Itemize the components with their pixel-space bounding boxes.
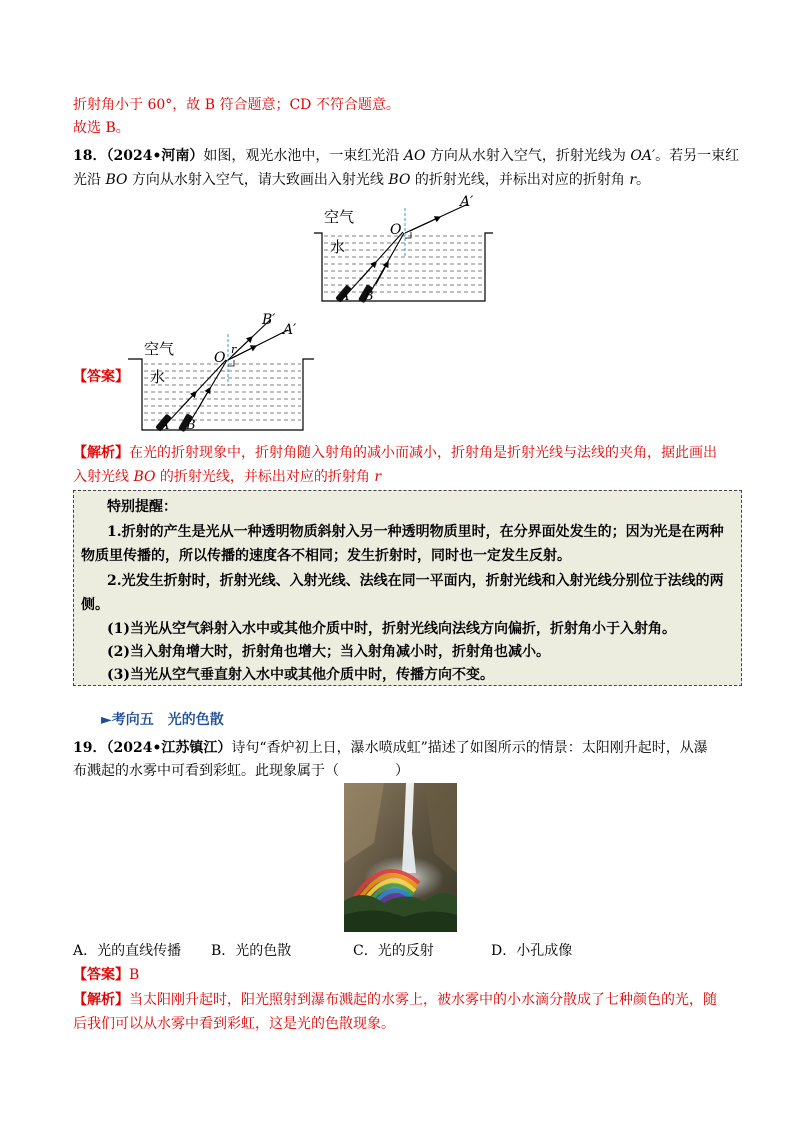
q18-analysis-line-2: 入射光线 BO 的折射光线，并标出对应的折射角 r xyxy=(73,469,382,485)
reminder-point-1a: 1.折射的产生是光从一种透明物质斜射入另一种透明物质里时，在分界面处发生的；因为光是在两种 xyxy=(107,524,724,540)
reminder-point-2b: 侧。 xyxy=(81,597,109,613)
fig-label-air: 空气 xyxy=(324,208,355,226)
fig-label-r: r xyxy=(231,343,237,356)
reminder-item-1: (1)当光从空气斜射入水中或其他介质中时，折射光线向法线方向偏折，折射角小于入射角。 xyxy=(107,621,676,637)
reminder-point-1b: 物质里传播的，所以传播的速度各不相同；发生折射时，同时也一定发生反射。 xyxy=(81,548,571,564)
q19-source: （2024•江苏镇江） xyxy=(106,740,232,756)
q19-analysis-label: 【解析】 xyxy=(73,992,129,1008)
section-heading: ►考向五 光的色散 xyxy=(101,712,224,728)
q19-answer-label: 【答案】 xyxy=(73,967,129,983)
prev-answer-line-1: 折射角小于 60°，故 B 符合题意；CD 不符合题意。 xyxy=(73,97,400,113)
q18-number: 18． xyxy=(73,148,107,164)
fig-label-B: B xyxy=(186,418,196,433)
fig-label-water: 水 xyxy=(330,238,346,256)
q19-options xyxy=(73,941,572,961)
water-surface-hatch xyxy=(144,364,301,420)
fig-label-water: 水 xyxy=(150,368,166,386)
fig-label-A: A xyxy=(340,289,350,304)
waterfall-rainbow-photo xyxy=(344,783,457,932)
prev-answer-line-2: 故选 B。 xyxy=(73,120,130,136)
ray-BO-arrow xyxy=(376,262,388,284)
q18-source: （2024•河南） xyxy=(106,148,204,164)
reminder-item-3: (3)当光从空气垂直射入水中或其他介质中时，传播方向不变。 xyxy=(107,667,494,683)
q18-stem-line-2: 光沿 BO 方向从水射入空气，请大致画出入射光线 BO 的折射光线，并标出对应的折射角 r。 xyxy=(73,172,651,188)
ray-OA1-arrow xyxy=(410,217,440,231)
q19-analysis-line-2: 后我们可以从水雾中看到彩虹，这是光的色散现象。 xyxy=(73,1016,395,1032)
special-reminder-box xyxy=(73,490,742,686)
option-a[interactable]: A．光的直线传播 xyxy=(73,943,182,959)
q18-analysis-line-1: 【解析】在光的折射现象中，折射角随入射角的减小而减小，折射角是折射光线与法线的夹角，据此画出 xyxy=(73,445,717,461)
reminder-item-2: (2)当入射角增大时，折射角也增大；当入射角减小时，折射角也减小。 xyxy=(107,644,550,660)
reminder-point-2a: 2.光发生折射时，折射光线、入射光线、法线在同一平面内，折射光线和入射光线分别位于法线的两 xyxy=(107,573,724,589)
right-angle-mark xyxy=(228,360,234,366)
fig-label-O: O xyxy=(390,222,402,238)
q18-figure xyxy=(300,190,500,305)
fig-label-B1: B′ xyxy=(262,312,276,328)
water-surface-hatch xyxy=(324,236,483,292)
ray-AO-arrow xyxy=(180,392,196,409)
q19-stem-line-2: 布溅起的水雾中可看到彩虹。此现象属于（ ） xyxy=(73,763,409,779)
fig-label-B: B xyxy=(364,289,374,304)
fig-label-O: O xyxy=(214,350,226,366)
fig-label-A1: A′ xyxy=(460,194,474,210)
q19-stem-line-1: 19．（2024•江苏镇江）诗句“香炉初上日，瀑水喷成虹”描述了如图所示的情景：太阳刚升起时，从瀑 xyxy=(73,740,708,756)
option-c[interactable]: C．光的反射 xyxy=(353,943,434,959)
q19-analysis-line-1: 【解析】当太阳刚升起时，阳光照射到瀑布溅起的水雾上，被水雾中的小水滴分散成了七种颜色的光，随 xyxy=(73,992,717,1008)
q19-number: 19． xyxy=(73,740,107,756)
q18-analysis-label: 【解析】 xyxy=(73,445,129,461)
fig-label-A: A xyxy=(160,418,170,433)
option-b[interactable]: B．光的色散 xyxy=(211,943,292,959)
q19-answer-line xyxy=(73,965,139,985)
reminder-title: 特别提醒： xyxy=(107,499,177,515)
fig-label-A1: A′ xyxy=(283,322,297,338)
q19-answer-value: B xyxy=(129,967,140,983)
q18-answer-figure xyxy=(128,312,328,434)
q18-answer-label: 【答案】 xyxy=(73,369,129,385)
q18-stem-line-1: 18．（2024•河南）如图，观光水池中，一束红光沿 AO 方向从水射入空气，折射光线为 OA′。若另一束红 xyxy=(73,148,740,164)
fig-label-air: 空气 xyxy=(144,340,175,358)
option-d[interactable]: D．小孔成像 xyxy=(491,943,573,959)
